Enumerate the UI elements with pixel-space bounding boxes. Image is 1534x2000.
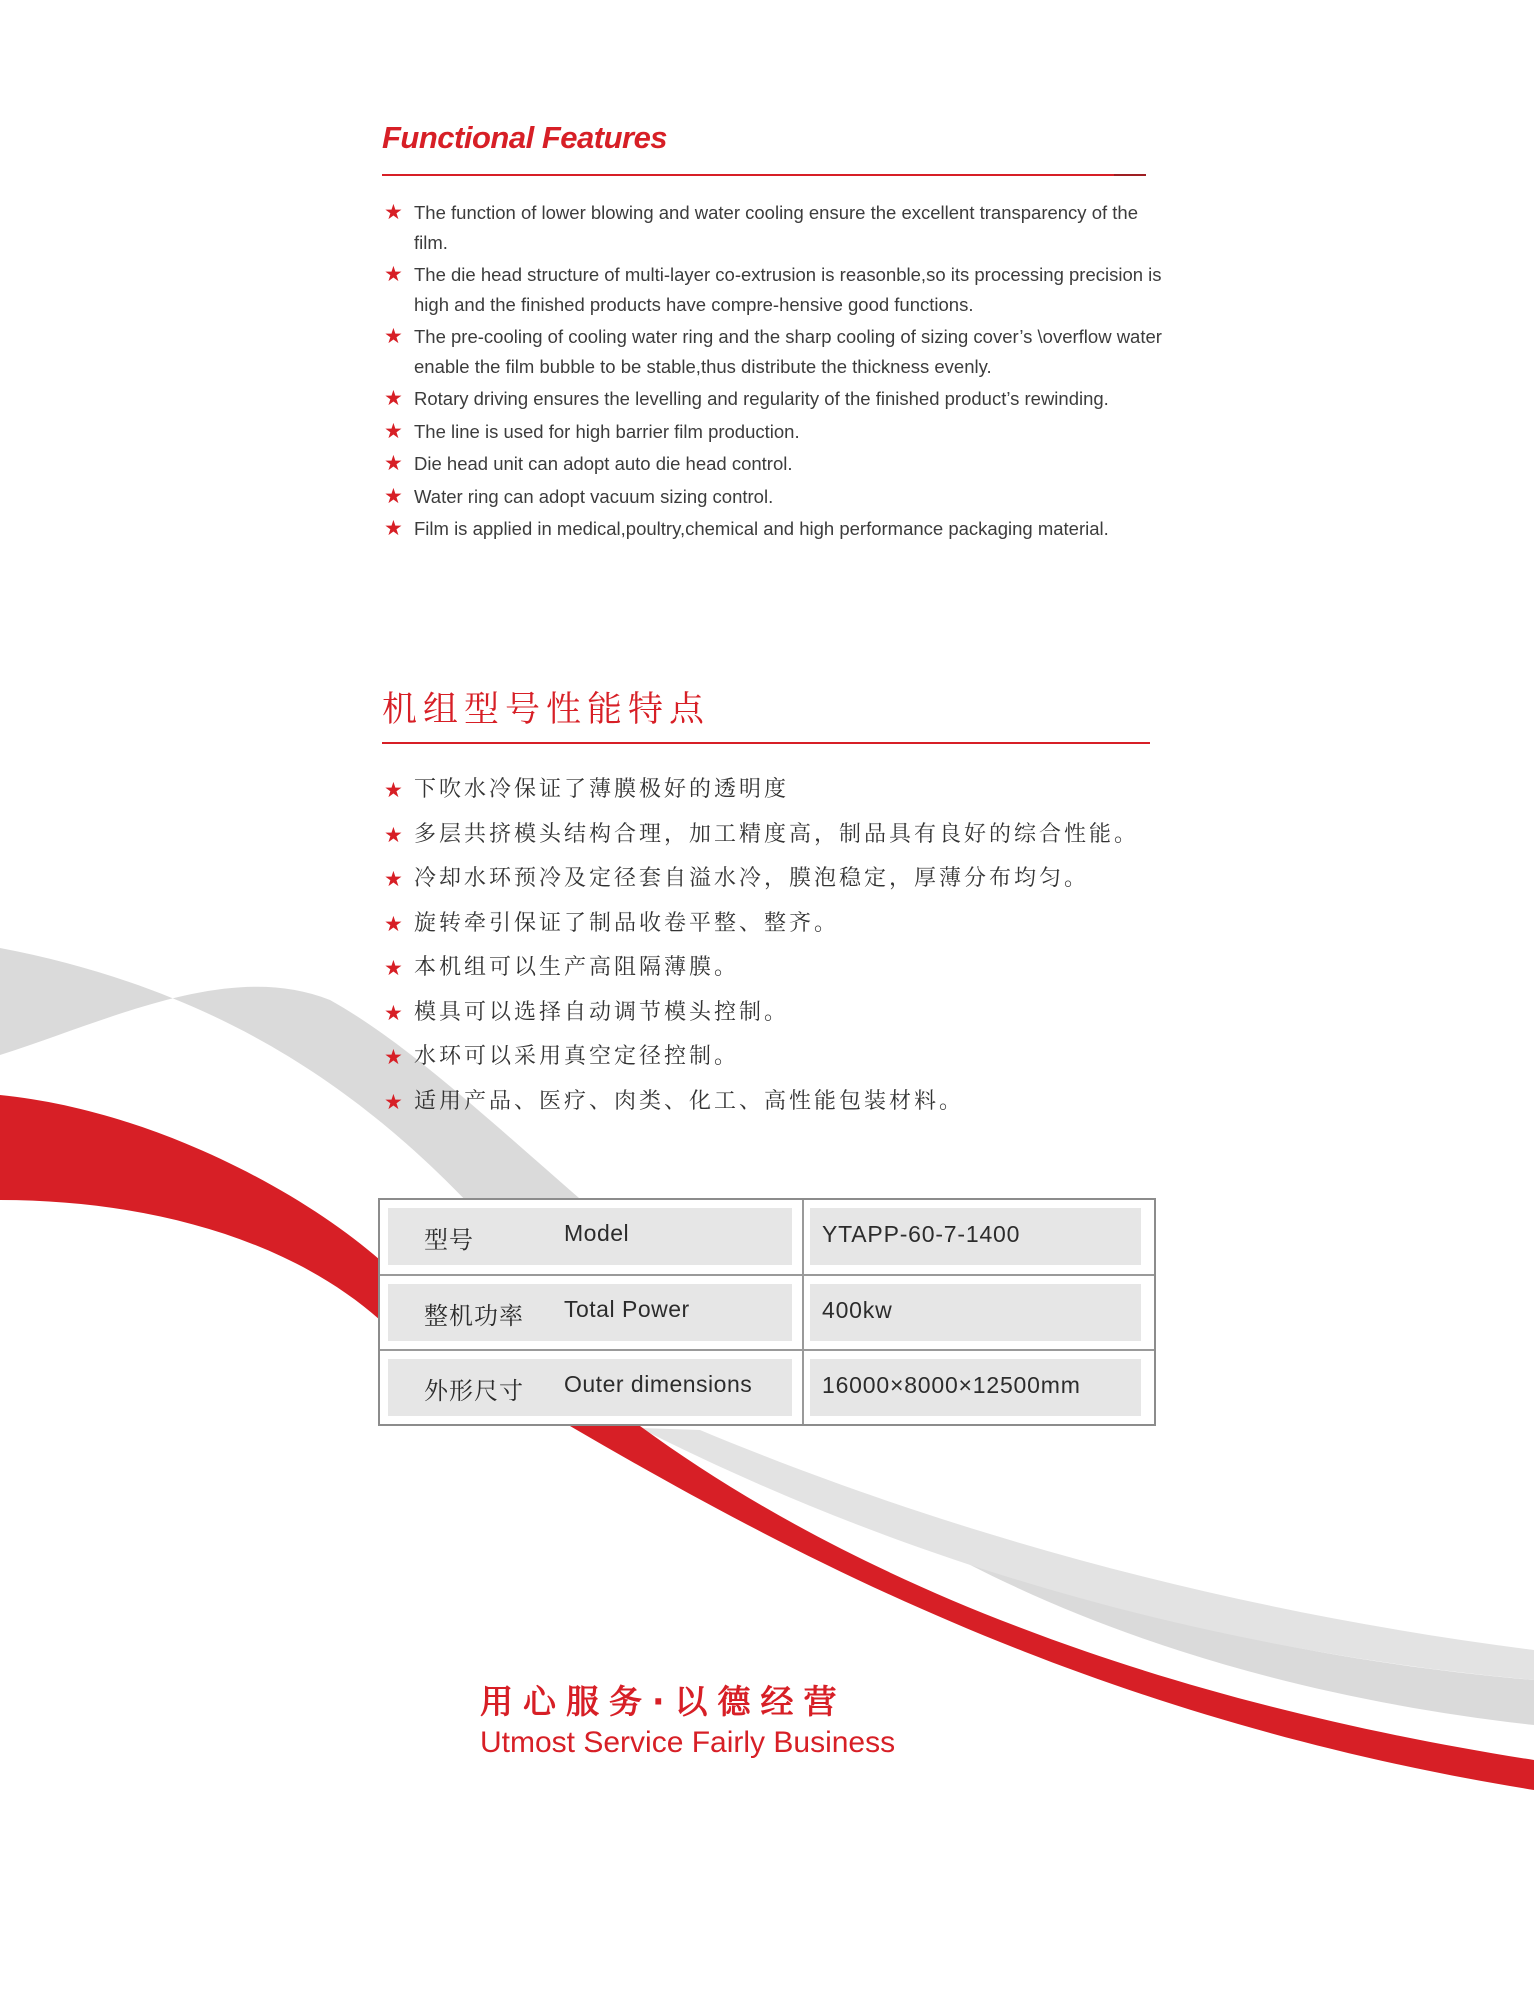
spec-label-cn: 整机功率 — [424, 1302, 524, 1330]
star-icon: ★ — [384, 1045, 403, 1069]
spec-label-en: Model — [564, 1220, 630, 1246]
feature-text: Rotary driving ensures the levelling and regularity of the finished product’s rewinding. — [414, 388, 1109, 409]
spec-label-cell — [388, 1359, 792, 1416]
star-icon: ★ — [384, 325, 403, 348]
list-item — [384, 384, 1174, 414]
star-icon: ★ — [384, 452, 403, 475]
features-title-cn-rule — [382, 742, 1150, 744]
star-icon: ★ — [384, 778, 403, 802]
spec-value-cell — [810, 1208, 1141, 1265]
feature-text: The line is used for high barrier film production. — [414, 420, 800, 442]
spec-value: YTAPP-60-7-1400 — [822, 1221, 1021, 1247]
list-item — [384, 260, 1174, 319]
feature-text: 适用产品、医疗、肉类、化工、高性能包装材料。 — [414, 1088, 965, 1114]
slogan-en: Utmost Service Fairly Business — [480, 1726, 896, 1759]
list-item — [384, 322, 1174, 381]
feature-text: 本机组可以生产高阻隔薄膜。 — [414, 955, 740, 980]
feature-text: 水环可以采用真空定径控制。 — [414, 1044, 740, 1069]
spec-table — [378, 1198, 1156, 1426]
list-item — [384, 514, 1174, 544]
slogan-cn: 用心服务·以德经营 — [480, 1682, 847, 1721]
star-icon: ★ — [384, 867, 403, 891]
feature-text: 旋转牵引保证了制品收卷平整、整齐。 — [414, 910, 840, 936]
spec-value: 16000×8000×12500mm — [822, 1372, 1081, 1398]
features-title-en: Functional Features — [382, 120, 668, 155]
list-item — [384, 857, 1184, 902]
gray-swoosh-band-lower-2 — [640, 1428, 1534, 1680]
list-item — [384, 198, 1174, 257]
feature-text: Water ring can adopt vacuum sizing control. — [414, 485, 774, 507]
features-list-en — [384, 198, 1174, 547]
table-column-divider — [802, 1200, 804, 1424]
feature-text: 模具可以选择自动调节模头控制。 — [414, 999, 790, 1025]
spec-label-en: Outer dimensions — [564, 1371, 753, 1397]
feature-text: The pre-cooling of cooling water ring and the sharp cooling of sizing cover’s \overflow water enable the film bubble to be stable,thus distribute the thickness evenly. — [414, 326, 1162, 377]
list-item — [384, 813, 1184, 858]
star-icon: ★ — [384, 419, 403, 443]
star-icon: ★ — [384, 484, 403, 508]
star-icon: ★ — [384, 956, 403, 980]
spec-label-cn: 型号 — [424, 1226, 474, 1254]
list-item — [384, 768, 1184, 813]
star-icon: ★ — [384, 822, 403, 847]
list-item — [384, 946, 1184, 991]
star-icon: ★ — [384, 387, 403, 410]
spec-label-en: Total Power — [564, 1296, 690, 1322]
red-swoosh-band — [0, 1095, 380, 1320]
spec-value-cell — [810, 1284, 1141, 1341]
features-list-cn — [384, 768, 1184, 1124]
star-icon: ★ — [384, 201, 403, 224]
list-item — [384, 482, 1174, 512]
feature-text: The die head structure of multi-layer co-extrusion is reasonble,so its processing precision is high and the finished products have compre-hensive good functions. — [414, 264, 1162, 315]
spec-value-cell — [810, 1359, 1141, 1416]
list-item — [384, 417, 1174, 447]
features-title-rule — [382, 174, 1146, 176]
feature-text: 下吹水冷保证了薄膜极好的透明度 — [414, 777, 790, 802]
star-icon: ★ — [384, 911, 403, 936]
list-item — [384, 1080, 1184, 1125]
table-row — [380, 1274, 1154, 1351]
star-icon: ★ — [384, 1089, 403, 1114]
feature-text: Die head unit can adopt auto die head control. — [414, 453, 793, 474]
star-icon: ★ — [384, 263, 403, 286]
features-title-cn: 机组型号性能特点 — [382, 690, 711, 730]
star-icon: ★ — [384, 517, 403, 540]
spec-label-cell — [388, 1208, 792, 1265]
feature-text: Film is applied in medical,poultry,chemical and high performance packaging material. — [414, 518, 1109, 539]
list-item — [384, 1035, 1184, 1080]
feature-text: The function of lower blowing and water cooling ensure the excellent transparency of the film. — [414, 202, 1138, 253]
spec-label-cn: 外形尺寸 — [424, 1377, 524, 1405]
table-row — [380, 1200, 1154, 1275]
feature-text: 冷却水环预冷及定径套自溢水冷，膜泡稳定，厚薄分布均匀。 — [414, 866, 1090, 891]
star-icon: ★ — [384, 1000, 403, 1025]
feature-text: 多层共挤模头结构合理，加工精度高，制品具有良好的综合性能。 — [414, 821, 1140, 847]
list-item — [384, 991, 1184, 1036]
table-row — [380, 1349, 1154, 1426]
spec-label-cell — [388, 1284, 792, 1341]
list-item — [384, 902, 1184, 947]
list-item — [384, 449, 1174, 479]
spec-value: 400kw — [822, 1297, 893, 1323]
